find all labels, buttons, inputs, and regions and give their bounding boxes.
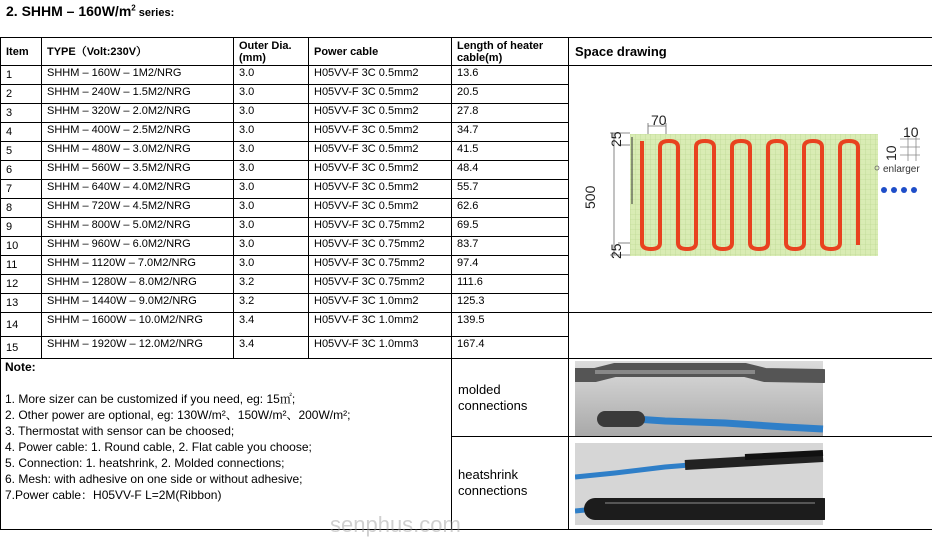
notes-title: Note:	[5, 360, 36, 374]
cell-length: 13.6	[452, 66, 569, 85]
cell-outer-dia: 3.0	[234, 66, 309, 85]
header-item: Item	[1, 38, 42, 66]
cell-outer-dia: 3.0	[234, 256, 309, 275]
header-power-cable: Power cable	[309, 38, 452, 66]
note-line: 3. Thermostat with sensor can be choosed;	[5, 424, 235, 438]
dim-10-top: 10	[902, 124, 919, 140]
dim-25-bottom: 25	[607, 243, 624, 259]
title-suffix: series:	[135, 7, 175, 19]
notes-section	[1, 359, 452, 530]
molded-connections-photo-cell	[569, 359, 932, 437]
note-line: 7.Power cable：H05VV-F L=2M(Ribbon)	[5, 488, 222, 502]
cell-type: SHHM – 960W – 6.0M2/NRG	[42, 237, 234, 256]
cell-type: SHHM – 800W – 5.0M2/NRG	[42, 218, 234, 237]
cell-type: SHHM – 1440W – 9.0M2/NRG	[42, 294, 234, 313]
cell-power-cable: H05VV-F 3C 0.5mm2	[309, 85, 452, 104]
empty-drawing-cell	[569, 313, 932, 359]
cell-power-cable: H05VV-F 3C 0.5mm2	[309, 104, 452, 123]
dim-500: 500	[581, 185, 598, 209]
cell-power-cable: H05VV-F 3C 0.75mm2	[309, 218, 452, 237]
cell-type: SHHM – 560W – 3.5M2/NRG	[42, 161, 234, 180]
cell-outer-dia: 3.2	[234, 275, 309, 294]
cell-item: 7	[1, 180, 42, 199]
cell-length: 20.5	[452, 85, 569, 104]
note-line: 4. Power cable: 1. Round cable, 2. Flat cable you choose;	[5, 440, 312, 454]
dim-10-side: 10	[882, 145, 899, 161]
cell-type: SHHM – 720W – 4.5M2/NRG	[42, 199, 234, 218]
cell-type: SHHM – 240W – 1.5M2/NRG	[42, 85, 234, 104]
heatshrink-connections-label: heatshrink connections	[452, 437, 569, 530]
cell-power-cable: H05VV-F 3C 1.0mm2	[309, 294, 452, 313]
cell-outer-dia: 3.0	[234, 161, 309, 180]
cell-length: 62.6	[452, 199, 569, 218]
watermark: senphus.com	[330, 512, 461, 537]
cell-type: SHHM – 1920W – 12.0M2/NRG	[42, 337, 234, 359]
enlarger-label: enlarger	[882, 164, 920, 175]
cell-type: SHHM – 1600W – 10.0M2/NRG	[42, 313, 234, 337]
cell-type: SHHM – 480W – 3.0M2/NRG	[42, 142, 234, 161]
cell-item: 2	[1, 85, 42, 104]
header-outer-dia: Outer Dia.(mm)	[234, 38, 309, 66]
cell-power-cable: H05VV-F 3C 0.5mm2	[309, 142, 452, 161]
cell-length: 34.7	[452, 123, 569, 142]
cell-item: 8	[1, 199, 42, 218]
cell-length: 83.7	[452, 237, 569, 256]
cell-type: SHHM – 640W – 4.0M2/NRG	[42, 180, 234, 199]
cell-length: 55.7	[452, 180, 569, 199]
cell-outer-dia: 3.0	[234, 180, 309, 199]
cell-item: 13	[1, 294, 42, 313]
cell-power-cable: H05VV-F 3C 0.5mm2	[309, 161, 452, 180]
cell-type: SHHM – 400W – 2.5M2/NRG	[42, 123, 234, 142]
cell-type: SHHM – 1280W – 8.0M2/NRG	[42, 275, 234, 294]
cell-outer-dia: 3.0	[234, 104, 309, 123]
header-type: TYPE（Volt:230V）	[42, 38, 234, 66]
cell-length: 167.4	[452, 337, 569, 359]
cell-length: 27.8	[452, 104, 569, 123]
cell-item: 6	[1, 161, 42, 180]
page-title	[6, 3, 174, 19]
note-line: 1. More sizer can be customized if you need, eg: 15㎡;	[5, 392, 296, 406]
note-line: 2. Other power are optional, eg: 130W/m²、150W/m²、200W/m²;	[5, 408, 351, 422]
cell-outer-dia: 3.0	[234, 218, 309, 237]
dim-25-top: 25	[607, 131, 624, 147]
cell-item: 12	[1, 275, 42, 294]
cell-outer-dia: 3.0	[234, 123, 309, 142]
cell-length: 41.5	[452, 142, 569, 161]
cell-item: 3	[1, 104, 42, 123]
cell-outer-dia: 3.4	[234, 337, 309, 359]
cell-item: 5	[1, 142, 42, 161]
cell-power-cable: H05VV-F 3C 0.5mm2	[309, 180, 452, 199]
cell-length: 97.4	[452, 256, 569, 275]
space-drawing	[570, 109, 932, 269]
cell-item: 1	[1, 66, 42, 85]
heatshrink-connection-photo	[575, 443, 825, 527]
pagination-dots	[881, 187, 917, 193]
cell-power-cable: H05VV-F 3C 0.75mm2	[309, 237, 452, 256]
table-row	[1, 313, 932, 337]
cell-power-cable: H05VV-F 3C 1.0mm2	[309, 313, 452, 337]
notes-list	[5, 391, 451, 503]
cell-outer-dia: 3.4	[234, 313, 309, 337]
cell-power-cable: H05VV-F 3C 0.5mm2	[309, 123, 452, 142]
title-text: 2. SHHM – 160W/m	[6, 3, 132, 19]
cell-outer-dia: 3.0	[234, 85, 309, 104]
cell-type: SHHM – 160W – 1M2/NRG	[42, 66, 234, 85]
header-space-drawing: Space drawing	[569, 38, 932, 66]
molded-connection-photo	[575, 361, 825, 437]
molded-connections-label: molded connections	[452, 359, 569, 437]
cell-item: 10	[1, 237, 42, 256]
cell-power-cable: H05VV-F 3C 0.5mm2	[309, 199, 452, 218]
header-length: Length of heater cable(m)	[452, 38, 569, 66]
cell-item: 14	[1, 313, 42, 337]
heatshrink-connections-photo-cell	[569, 437, 932, 530]
cell-outer-dia: 3.0	[234, 142, 309, 161]
cell-length: 125.3	[452, 294, 569, 313]
cell-item: 9	[1, 218, 42, 237]
note-line: 5. Connection: 1. heatshrink, 2. Molded connections;	[5, 456, 285, 470]
table-row	[1, 66, 932, 85]
dim-70: 70	[650, 112, 667, 128]
cell-power-cable: H05VV-F 3C 0.75mm2	[309, 275, 452, 294]
cell-type: SHHM – 320W – 2.0M2/NRG	[42, 104, 234, 123]
cell-type: SHHM – 1120W – 7.0M2/NRG	[42, 256, 234, 275]
cell-power-cable: H05VV-F 3C 1.0mm3	[309, 337, 452, 359]
cell-item: 15	[1, 337, 42, 359]
title-sup: 2	[131, 3, 136, 13]
cell-item: 4	[1, 123, 42, 142]
cell-length: 48.4	[452, 161, 569, 180]
table-header-row	[1, 38, 932, 66]
cell-outer-dia: 3.0	[234, 237, 309, 256]
cell-length: 69.5	[452, 218, 569, 237]
cell-length: 111.6	[452, 275, 569, 294]
cell-length: 139.5	[452, 313, 569, 337]
cell-power-cable: H05VV-F 3C 0.5mm2	[309, 66, 452, 85]
cell-item: 11	[1, 256, 42, 275]
cell-power-cable: H05VV-F 3C 0.75mm2	[309, 256, 452, 275]
cell-outer-dia: 3.2	[234, 294, 309, 313]
cell-outer-dia: 3.0	[234, 199, 309, 218]
note-line: 6. Mesh: with adhesive on one side or without adhesive;	[5, 472, 303, 486]
